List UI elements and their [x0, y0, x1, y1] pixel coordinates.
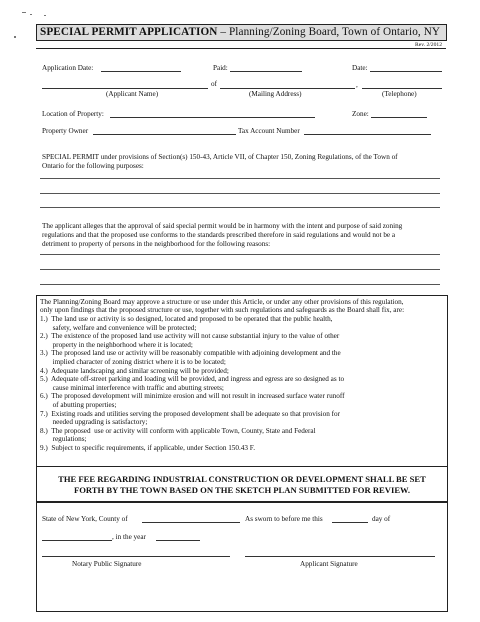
applicant-signature-field[interactable]	[245, 556, 435, 557]
county-field[interactable]	[142, 522, 240, 523]
year-field[interactable]	[156, 540, 200, 541]
reasons-line[interactable]	[40, 254, 440, 255]
application-date-field[interactable]	[101, 71, 181, 72]
zone-label: Zone:	[352, 110, 369, 118]
purposes-line[interactable]	[40, 207, 440, 208]
condition-item: 6.) The proposed development will minimize erosion and will not result in increased surface water runoff	[40, 392, 345, 401]
allegation-text: regulations and that the proposed use conforms to the standards prescribed therefore in said regulations and would not be a	[42, 231, 396, 239]
tax-account-label: Tax Account Number	[238, 127, 300, 135]
allegation-text: detriment to property of persons in the neighborhood for the following reasons:	[42, 240, 271, 248]
mailing-address-caption: (Mailing Address)	[249, 90, 302, 98]
condition-item: safety, welfare and convenience will be protected;	[40, 323, 197, 332]
in-year-label: , in the year	[112, 533, 146, 541]
allegation-text: The applicant alleges that the approval of said special permit would be in harmony with the intent and purpose of said zoning	[42, 222, 403, 230]
notary-signature-field[interactable]	[42, 556, 230, 557]
reasons-line[interactable]	[40, 269, 440, 270]
condition-item: 8.) The proposed use or activity will conform with applicable Town, County, State and Federal	[40, 426, 316, 435]
header-divider	[36, 48, 446, 49]
month-field[interactable]	[42, 540, 112, 541]
fee-box	[36, 466, 448, 502]
applicant-signature-caption: Applicant Signature	[300, 560, 358, 568]
application-date-label: Application Date:	[42, 64, 94, 72]
scan-mark	[30, 14, 32, 15]
conditions-intro: only upon findings that the proposed structure or use, together with such regulations and safeguards as the Board shall fix, are:	[40, 306, 405, 314]
condition-item: 3.) The proposed land use or activity will be reasonably compatible with adjoining development and the	[40, 349, 341, 358]
revision-label: Rev. 2/2012	[415, 42, 442, 48]
condition-item: 5.) Adequate off-street parking and loading will be provided, and ingress and egress are so designed as to	[40, 375, 345, 384]
sworn-label: As sworn to before me this	[245, 515, 323, 523]
scan-mark	[22, 12, 26, 13]
telephone-field[interactable]	[362, 88, 442, 89]
scan-mark	[44, 15, 46, 16]
condition-item: of abutting properties;	[40, 400, 117, 409]
purposes-text: Ontario for the following purposes:	[42, 162, 144, 170]
zone-field[interactable]	[371, 117, 427, 118]
location-label: Location of Property:	[42, 110, 104, 118]
condition-item: 4.) Adequate landscaping and similar screening will be provided;	[40, 366, 229, 375]
conditions-intro: The Planning/Zoning Board may approve a structure or use under this Article, or under any other provisions of this regulation,	[40, 298, 404, 306]
day-of-label: day of	[372, 515, 391, 523]
paid-field[interactable]	[230, 71, 302, 72]
day-field[interactable]	[332, 522, 368, 523]
reasons-line[interactable]	[40, 284, 440, 285]
condition-item: 1.) The land use or activity is so designed, located and proposed to be operated that the public health,	[40, 315, 333, 323]
applicant-name-field[interactable]	[42, 88, 208, 89]
condition-item: regulations;	[40, 435, 87, 444]
mailing-address-field[interactable]	[220, 88, 355, 89]
purposes-line[interactable]	[40, 193, 440, 194]
purposes-line[interactable]	[40, 178, 440, 179]
purposes-text: SPECIAL PERMIT under provisions of Section(s) 150-43, Article VII, of Chapter 150, Zoning Regulations, of the Town of	[42, 153, 398, 161]
applicant-name-caption: (Applicant Name)	[106, 90, 159, 98]
comma-label: ,	[356, 81, 358, 89]
page-title: SPECIAL PERMIT APPLICATION – Planning/Zoning Board, Town of Ontario, NY	[40, 26, 441, 38]
condition-item: 7.) Existing roads and utilities serving the proposed development shall be adequate so that provision for	[40, 409, 341, 418]
condition-item: 9.) Subject to specific requirements, if applicable, under Section 150.43 F.	[40, 443, 255, 452]
condition-item: 2.) The existence of the proposed land use activity will not cause substantial injury to the value of other	[40, 332, 340, 341]
notary-signature-caption: Notary Public Signature	[72, 560, 142, 568]
conditions-list	[40, 315, 345, 453]
condition-item: implied character of zoning district where it is to be located;	[40, 357, 226, 366]
of-label: of	[211, 80, 217, 88]
owner-field[interactable]	[93, 134, 236, 135]
condition-item: cause minimal interference with traffic and abutting streets;	[40, 383, 224, 392]
tax-account-field[interactable]	[304, 134, 431, 135]
telephone-caption: (Telephone)	[382, 90, 417, 98]
owner-label: Property Owner	[42, 127, 89, 135]
condition-item: property in the neighborhood where it is located;	[40, 340, 193, 349]
condition-item: needed upgrading is satisfactory;	[40, 418, 148, 427]
state-county-label: State of New York, County of	[42, 515, 128, 523]
location-field[interactable]	[110, 117, 315, 118]
scan-mark	[14, 36, 16, 38]
date-label: Date:	[352, 64, 368, 72]
paid-label: Paid:	[213, 64, 228, 72]
fee-notice: THE FEE REGARDING INDUSTRIAL CONSTRUCTION OR DEVELOPMENT SHALL BE SET	[58, 474, 426, 484]
date-field[interactable]	[370, 71, 442, 72]
fee-notice: FORTH BY THE TOWN BASED ON THE SKETCH PLAN SUBMITTED FOR REVIEW.	[73, 485, 411, 495]
